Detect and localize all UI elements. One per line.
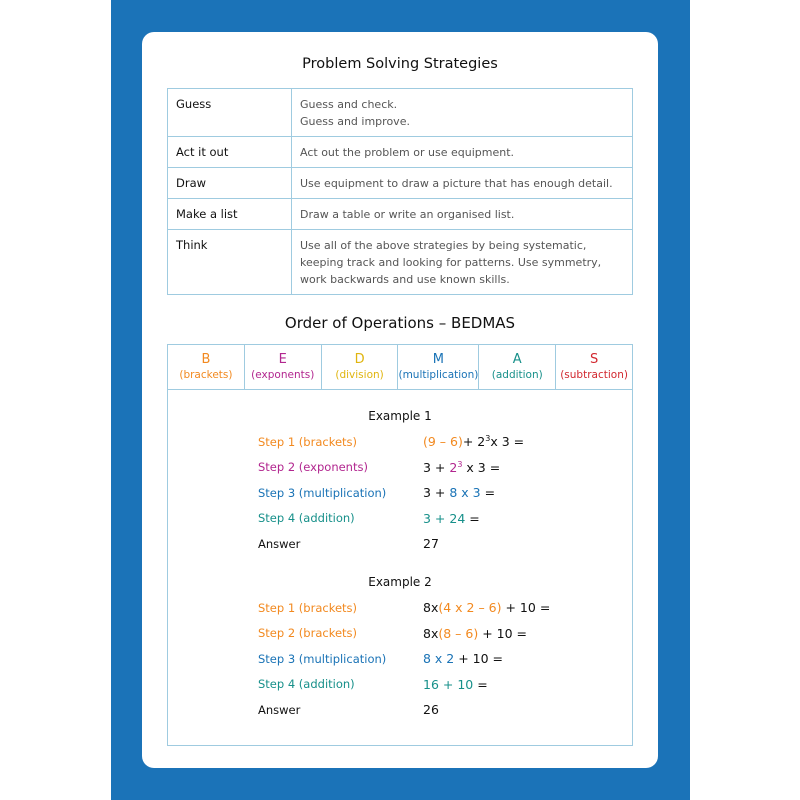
list-item — [258, 697, 558, 723]
step-label: Step 1 (brackets) — [258, 434, 358, 449]
step-expression — [423, 600, 550, 615]
bedmas-word: (division) — [335, 369, 384, 381]
strategy-name: Draw — [168, 168, 292, 199]
expr-part: 8x — [423, 600, 439, 616]
step-label: Answer — [258, 536, 301, 551]
expr-part: 3 + — [423, 485, 450, 501]
list-item — [258, 531, 558, 557]
step-label: Answer — [258, 702, 301, 717]
step-expression — [423, 651, 503, 666]
strategy-description: Use all of the above strategies by being systematic, keeping track and looking for patterns. Use symmetry, work backwards and use known skills. — [292, 230, 633, 295]
step-label: Step 1 (brackets) — [258, 600, 358, 615]
step-label: Step 4 (addition) — [258, 677, 355, 692]
step-label: Step 2 (exponents) — [258, 460, 368, 475]
bedmas-cell-s — [556, 345, 632, 389]
bedmas-word: (exponents) — [251, 369, 315, 381]
expr-part: 16 + 10 — [423, 676, 474, 692]
expr-part: (4 x 2 – 6) — [438, 600, 502, 616]
step-label: Step 3 (multiplication) — [258, 485, 387, 500]
list-item — [258, 621, 558, 647]
table-row — [168, 199, 633, 230]
example-2-steps — [258, 595, 558, 723]
answer-value: 27 — [423, 536, 439, 552]
bedmas-letter: B — [201, 352, 211, 367]
step-expression — [423, 485, 495, 500]
strategy-name: Act it out — [168, 137, 292, 168]
bedmas-letter: D — [354, 352, 365, 367]
bedmas-word: (subtraction) — [560, 369, 628, 381]
list-item — [258, 480, 558, 506]
example-1-steps — [258, 429, 558, 557]
bedmas-panel — [167, 344, 633, 746]
list-item — [258, 455, 558, 481]
table-row — [168, 137, 633, 168]
step-expression — [423, 434, 524, 449]
strategies-table — [167, 88, 633, 295]
answer-value: 26 — [423, 702, 439, 718]
bedmas-word: (brackets) — [179, 369, 233, 381]
example-2-title: Example 2 — [368, 575, 432, 589]
expr-part: 8x — [423, 625, 439, 641]
bedmas-cell-d — [322, 345, 399, 389]
poster-card — [142, 32, 658, 768]
step-expression — [423, 677, 488, 692]
expr-part: = — [473, 676, 488, 692]
expr-part: + 10 = — [454, 651, 504, 667]
expr-part: 3 + 24 — [423, 510, 466, 526]
list-item — [258, 646, 558, 672]
list-item — [258, 429, 558, 455]
expr-exponent: 3 — [457, 459, 463, 469]
expr-part: + 10 = — [478, 625, 527, 641]
expr-exponent: 3 — [485, 434, 491, 444]
strategy-name: Make a list — [168, 199, 292, 230]
list-item — [258, 672, 558, 698]
step-label: Step 2 (brackets) — [258, 626, 358, 641]
expr-part: x 3 — [462, 459, 486, 475]
table-row — [168, 230, 633, 295]
list-item — [258, 506, 558, 532]
strategy-description: Draw a table or write an organised list. — [292, 199, 633, 230]
bedmas-word: (addition) — [491, 369, 543, 381]
bedmas-cell-e — [245, 345, 322, 389]
list-item — [258, 595, 558, 621]
bedmas-word: (multiplication) — [398, 369, 479, 381]
example-1-title: Example 1 — [368, 409, 432, 423]
bedmas-letter: A — [512, 352, 522, 367]
bedmas-letter: E — [278, 352, 287, 367]
expr-part: (9 – 6) — [423, 434, 463, 450]
expr-part: = — [485, 459, 501, 475]
table-row — [168, 168, 633, 199]
bedmas-cell-a — [479, 345, 556, 389]
expr-part: 2 — [449, 459, 458, 475]
expr-part: = — [465, 510, 480, 526]
bedmas-cell-m — [398, 345, 479, 389]
strategy-description — [292, 89, 633, 137]
strategy-description: Use equipment to draw a picture that has enough detail. — [292, 168, 633, 199]
expr-part: + 2 — [462, 434, 486, 450]
table-row — [168, 89, 633, 137]
strategy-description-line: Guess and check. — [300, 98, 398, 111]
expr-part: (8 – 6) — [438, 625, 479, 641]
expr-part: = — [480, 485, 496, 501]
strategy-description-line: Guess and improve. — [300, 115, 410, 128]
step-expression — [423, 626, 527, 641]
expr-part: + 10 = — [501, 600, 551, 616]
step-expression — [423, 511, 480, 526]
bedmas-header-row — [168, 345, 632, 390]
step-expression — [423, 460, 500, 475]
strategies-title: Problem Solving Strategies — [302, 56, 498, 72]
strategy-description: Act out the problem or use equipment. — [292, 137, 633, 168]
bedmas-letter: M — [432, 352, 445, 367]
strategy-name: Think — [168, 230, 292, 295]
expr-part: 3 + — [423, 459, 450, 475]
step-label: Step 3 (multiplication) — [258, 651, 387, 666]
bedmas-letter: S — [589, 352, 599, 367]
strategy-name: Guess — [168, 89, 292, 137]
expr-part: 8 x 2 — [423, 651, 455, 667]
expr-part: x 3 = — [490, 434, 525, 450]
bedmas-title: Order of Operations – BEDMAS — [284, 314, 516, 332]
expr-part: 8 x 3 — [449, 485, 481, 501]
bedmas-cell-b — [168, 345, 245, 389]
step-label: Step 4 (addition) — [258, 511, 355, 526]
